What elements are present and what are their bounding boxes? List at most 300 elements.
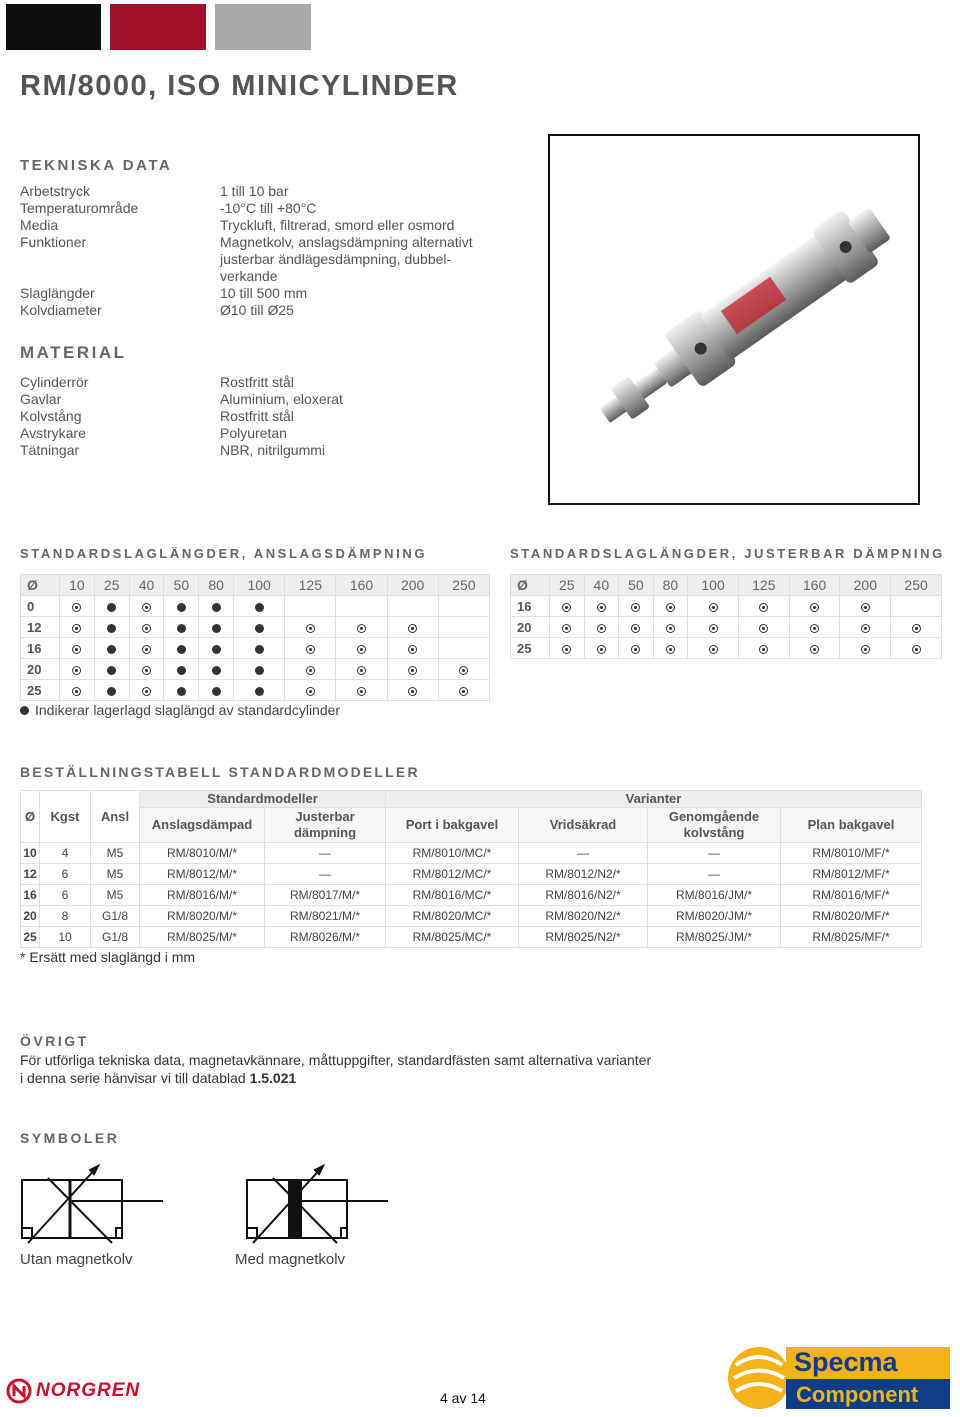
header-cell: 125 [738,575,789,596]
available-dot-icon [306,645,315,654]
table-row [21,843,922,864]
spec-key: Funktioner [20,234,87,250]
stock-dot-icon [107,687,116,696]
stroke-cell [129,659,164,680]
available-dot-icon [666,603,675,612]
header-cell: 10 [60,575,95,596]
stock-dot-icon [107,666,116,675]
stroke-cell [129,680,164,701]
available-dot-icon [666,645,675,654]
order-cell: RM/8020/JM/* [648,906,781,927]
spec-value: Ø10 till Ø25 [220,302,294,318]
available-dot-icon [357,624,366,633]
material-key: Avstrykare [20,425,86,441]
order-heading: BESTÄLLNINGSTABELL STANDARDMODELLER [20,764,420,780]
available-dot-icon [709,603,718,612]
stock-dot-icon [107,624,116,633]
cylinder-image [550,136,918,503]
order-cell: RM/8021/M/* [265,906,386,927]
header-cell: 100 [688,575,739,596]
tekniska-list [20,183,500,319]
available-dot-icon [306,687,315,696]
row-diameter: 16 [21,885,40,906]
anslag-table [20,574,490,701]
stroke-cell [285,680,336,701]
specma-logo [726,1345,952,1411]
specma-wordmark: Specma [794,1347,898,1377]
stroke-cell [285,596,336,617]
stock-dot-icon [107,645,116,654]
order-cell: RM/8020/M/* [140,906,265,927]
stock-dot-icon [177,645,186,654]
justerbar-table [510,574,942,659]
available-dot-icon [408,666,417,675]
order-cell: RM/8025/JM/* [648,927,781,948]
material-heading: MATERIAL [20,343,127,362]
row-diameter: 16 [511,596,550,617]
stroke-cell [234,638,285,659]
stroke-cell [94,638,129,659]
stroke-cell [234,680,285,701]
symbol-label-med: Med magnetkolv [235,1251,346,1268]
available-dot-icon [562,603,571,612]
stroke-cell [199,617,234,638]
row-diameter: 25 [21,680,60,701]
material-list [20,374,500,459]
order-cell: RM/8026/M/* [265,927,386,948]
stroke-cell [387,680,438,701]
stroke-cell [584,638,619,659]
col-vridsakrad: Vridsäkrad [519,808,648,843]
available-dot-icon [759,603,768,612]
stroke-row [511,638,942,659]
order-cell: M5 [91,885,140,906]
header-cell: 80 [199,575,234,596]
available-dot-icon [861,603,870,612]
order-cell: G1/8 [91,906,140,927]
stroke-cell [94,659,129,680]
order-cell: RM/8012/MC/* [386,864,519,885]
col-port: Port i bakgavel [386,808,519,843]
ovrigt-heading: ÖVRIGT [20,1033,89,1049]
stroke-cell [619,638,654,659]
order-cell: M5 [91,864,140,885]
norgren-logo [6,1378,140,1404]
available-dot-icon [631,603,640,612]
page-title: RM/8000, ISO MINICYLINDER [20,70,459,102]
header-cell: Ø [511,575,550,596]
available-dot-icon [357,645,366,654]
stroke-cell [438,617,489,638]
material-value: NBR, nitrilgummi [220,442,326,458]
header-bar-red [110,4,206,50]
header-cell: 160 [336,575,387,596]
header-cell: 50 [619,575,654,596]
anslag-heading: STANDARDSLAGLÄNGDER, ANSLAGSDÄMPNING [20,546,428,561]
order-cell: RM/8012/N2/* [519,864,648,885]
available-dot-icon [142,645,151,654]
spec-value: 10 till 500 mm [220,285,308,301]
norgren-mark-icon [6,1378,32,1404]
header-cell: 25 [94,575,129,596]
available-dot-icon [759,645,768,654]
stroke-cell [438,680,489,701]
available-dot-icon [72,603,81,612]
available-dot-icon [306,666,315,675]
available-dot-icon [357,666,366,675]
available-dot-icon [142,687,151,696]
order-cell: — [265,864,386,885]
row-diameter: 20 [21,659,60,680]
stroke-cell [387,617,438,638]
order-cell: RM/8025/MF/* [781,927,922,948]
col-head-kgst: Kgst [40,791,91,843]
stroke-cell [60,638,95,659]
table-row [21,906,922,927]
stroke-cell [584,596,619,617]
stroke-cell [164,596,199,617]
stroke-cell [285,659,336,680]
col-anslagsdampad: Anslagsdämpad [140,808,265,843]
material-value: Aluminium, eloxerat [220,391,343,407]
header-bar-black [6,4,101,50]
stroke-cell [438,638,489,659]
stroke-cell [199,638,234,659]
stroke-cell [789,617,840,638]
order-cell: RM/8016/JM/* [648,885,781,906]
stroke-cell [738,596,789,617]
header-cell: 160 [789,575,840,596]
order-cell: RM/8025/M/* [140,927,265,948]
available-dot-icon [631,624,640,633]
available-dot-icon [810,603,819,612]
stroke-cell [94,617,129,638]
stroke-cell [891,617,942,638]
header-cell: 250 [438,575,489,596]
stroke-cell [840,638,891,659]
stroke-cell [234,617,285,638]
order-cell: RM/8010/MF/* [781,843,922,864]
header-bar-gray [215,4,311,50]
available-dot-icon [709,624,718,633]
stock-dot-icon [255,603,264,612]
stock-dot-icon [212,603,221,612]
table-row [21,864,922,885]
stroke-cell [336,680,387,701]
available-dot-icon [408,645,417,654]
header-cell: 25 [550,575,585,596]
available-dot-icon [142,666,151,675]
order-cell: RM/8020/MC/* [386,906,519,927]
col-justerbar: Justerbar dämpning [265,808,386,843]
material-key: Gavlar [20,391,62,407]
order-cell: — [519,843,648,864]
stroke-cell [387,638,438,659]
stroke-cell [891,638,942,659]
stroke-row [21,659,490,680]
stock-dot-icon [212,624,221,633]
spec-key: Slaglängder [20,285,95,301]
row-diameter: 25 [21,927,40,948]
stroke-cell [129,617,164,638]
stroke-cell [199,680,234,701]
legend-text: Indikerar lagerlagd slaglängd av standardcylinder [35,702,341,718]
header-cell: 200 [387,575,438,596]
row-diameter: 0 [21,596,60,617]
stroke-cell [336,638,387,659]
spec-key: Temperaturområde [20,200,139,216]
stroke-cell [164,638,199,659]
order-cell: RM/8012/MF/* [781,864,922,885]
available-dot-icon [861,645,870,654]
order-cell: — [648,864,781,885]
stock-dot-icon [255,666,264,675]
stroke-cell [129,596,164,617]
stroke-cell [550,617,585,638]
order-cell: 8 [40,906,91,927]
order-cell: — [648,843,781,864]
order-cell: RM/8010/MC/* [386,843,519,864]
order-cell: 6 [40,864,91,885]
spec-value: -10°C till +80°C [220,200,317,216]
available-dot-icon [459,687,468,696]
available-dot-icon [810,624,819,633]
available-dot-icon [72,645,81,654]
spec-key: Kolvdiameter [20,302,102,318]
product-photo [548,134,920,505]
stroke-cell [688,617,739,638]
spec-key: Media [20,217,59,233]
stock-dot-icon [177,666,186,675]
stroke-cell [438,596,489,617]
stroke-cell [129,638,164,659]
stroke-cell [60,680,95,701]
spec-value: Tryckluft, filtrerad, smord eller osmord [220,217,455,233]
stroke-cell [840,617,891,638]
order-cell: — [265,843,386,864]
norgren-wordmark: NORGREN [36,1380,141,1401]
available-dot-icon [631,645,640,654]
order-cell: G1/8 [91,927,140,948]
header-cell: 100 [234,575,285,596]
order-cell: RM/8016/N2/* [519,885,648,906]
order-cell: RM/8017/M/* [265,885,386,906]
table-row [21,885,922,906]
stroke-cell [164,659,199,680]
stock-dot-icon [212,645,221,654]
available-dot-icon [72,687,81,696]
available-dot-icon [912,645,921,654]
available-dot-icon [666,624,675,633]
stroke-row [511,617,942,638]
stroke-row [21,596,490,617]
header-cell: 50 [164,575,199,596]
stroke-cell [688,596,739,617]
group-standard: Standardmodeller [140,791,386,808]
order-cell: RM/8025/MC/* [386,927,519,948]
available-dot-icon [72,666,81,675]
material-key: Tätningar [20,442,80,458]
order-body [21,843,922,948]
spec-value: 1 till 10 bar [220,183,289,199]
stroke-cell [336,617,387,638]
stock-dot-icon [255,687,264,696]
row-diameter: 16 [21,638,60,659]
header-cell: 80 [653,575,688,596]
available-dot-icon [142,624,151,633]
stroke-row [511,596,942,617]
order-cell: RM/8020/MF/* [781,906,922,927]
header-cell: 40 [129,575,164,596]
available-dot-icon [562,624,571,633]
symbol-label-utan: Utan magnetkolv [20,1251,133,1268]
order-cell: RM/8020/N2/* [519,906,648,927]
available-dot-icon [912,624,921,633]
page-number: 4 av 14 [440,1390,486,1406]
header-cell: Ø [21,575,60,596]
col-plan: Plan bakgavel [781,808,922,843]
stock-dot-icon [20,706,29,715]
order-cell: 4 [40,843,91,864]
header-cell: 250 [891,575,942,596]
stock-dot-icon [177,624,186,633]
stroke-cell [60,596,95,617]
stroke-cell [619,617,654,638]
stock-dot-icon [255,645,264,654]
stroke-cell [387,596,438,617]
ovrigt-line1: För utförliga tekniska data, magnetavkännare, måttuppgifter, standardfästen samt alternativa varianter [20,1052,652,1068]
material-value: Rostfritt stål [220,374,294,390]
material-key: Cylinderrör [20,374,89,390]
row-diameter: 10 [21,843,40,864]
header-cell: 200 [840,575,891,596]
stroke-cell [438,659,489,680]
order-cell: 6 [40,885,91,906]
stroke-cell [336,596,387,617]
stroke-cell [234,659,285,680]
order-cell: 10 [40,927,91,948]
stroke-cell [688,638,739,659]
symboler-heading: SYMBOLER [20,1130,120,1146]
stock-dot-icon [212,666,221,675]
stock-dot-icon [212,687,221,696]
ovrigt-text [20,1051,651,1087]
stroke-row [21,680,490,701]
stroke-cell [789,596,840,617]
available-dot-icon [408,687,417,696]
stroke-cell [840,596,891,617]
table-row [21,927,922,948]
row-diameter: 12 [21,617,60,638]
stroke-cell [94,680,129,701]
order-cell: RM/8016/MF/* [781,885,922,906]
order-note: * Ersätt med slaglängd i mm [20,949,196,965]
stock-legend [20,702,340,718]
order-cell: RM/8016/MC/* [386,885,519,906]
cylinder-symbols [18,1158,398,1248]
stroke-cell [789,638,840,659]
stroke-cell [619,596,654,617]
available-dot-icon [810,645,819,654]
row-diameter: 25 [511,638,550,659]
datablad-ref: 1.5.021 [249,1070,297,1086]
stroke-cell [164,617,199,638]
stock-dot-icon [255,624,264,633]
symbol-without-magnet [22,1166,163,1243]
stroke-cell [285,638,336,659]
available-dot-icon [72,624,81,633]
row-diameter: 20 [511,617,550,638]
stroke-cell [550,638,585,659]
order-cell: RM/8012/M/* [140,864,265,885]
available-dot-icon [562,645,571,654]
header-cell: 125 [285,575,336,596]
group-varianter: Varianter [386,791,922,808]
order-cell: RM/8016/M/* [140,885,265,906]
tekniska-heading: TEKNISKA DATA [20,157,173,174]
stroke-cell [653,596,688,617]
stroke-cell [60,659,95,680]
stroke-cell [94,596,129,617]
stroke-cell [234,596,285,617]
order-cell: RM/8025/N2/* [519,927,648,948]
available-dot-icon [597,603,606,612]
stroke-row [21,617,490,638]
stroke-cell [584,617,619,638]
justerbar-heading: STANDARDSLAGLÄNGDER, JUSTERBAR DÄMPNING [510,546,945,561]
stroke-cell [738,617,789,638]
available-dot-icon [709,645,718,654]
order-table [20,790,922,948]
stroke-cell [550,596,585,617]
available-dot-icon [759,624,768,633]
material-value: Polyuretan [220,425,287,441]
available-dot-icon [306,624,315,633]
spec-value: Magnetkolv, anslagsdämpning alternativt justerbar ändlägesdämpning, dubbel-verkande [220,234,473,284]
specma-subword: Component [796,1382,919,1407]
available-dot-icon [597,645,606,654]
stroke-cell [891,596,942,617]
available-dot-icon [142,603,151,612]
stock-dot-icon [177,687,186,696]
col-head-ansl: Ansl [91,791,140,843]
row-diameter: 12 [21,864,40,885]
available-dot-icon [861,624,870,633]
col-genomgaende: Genomgående kolvstång [648,808,781,843]
stroke-cell [336,659,387,680]
row-diameter: 20 [21,906,40,927]
material-key: Kolvstång [20,408,82,424]
stroke-cell [387,659,438,680]
material-value: Rostfritt stål [220,408,294,424]
stroke-row [21,638,490,659]
available-dot-icon [357,687,366,696]
available-dot-icon [459,666,468,675]
spec-key: Arbetstryck [20,183,91,199]
stroke-cell [164,680,199,701]
justerbar-body [511,596,942,659]
stroke-cell [653,638,688,659]
stock-dot-icon [177,603,186,612]
stroke-cell [60,617,95,638]
stock-dot-icon [107,603,116,612]
stroke-cell [199,659,234,680]
ovrigt-line2: i denna serie hänvisar vi till datablad [20,1070,250,1086]
available-dot-icon [408,624,417,633]
stroke-cell [199,596,234,617]
anslag-body [21,596,490,701]
col-head-diameter: Ø [21,791,40,843]
